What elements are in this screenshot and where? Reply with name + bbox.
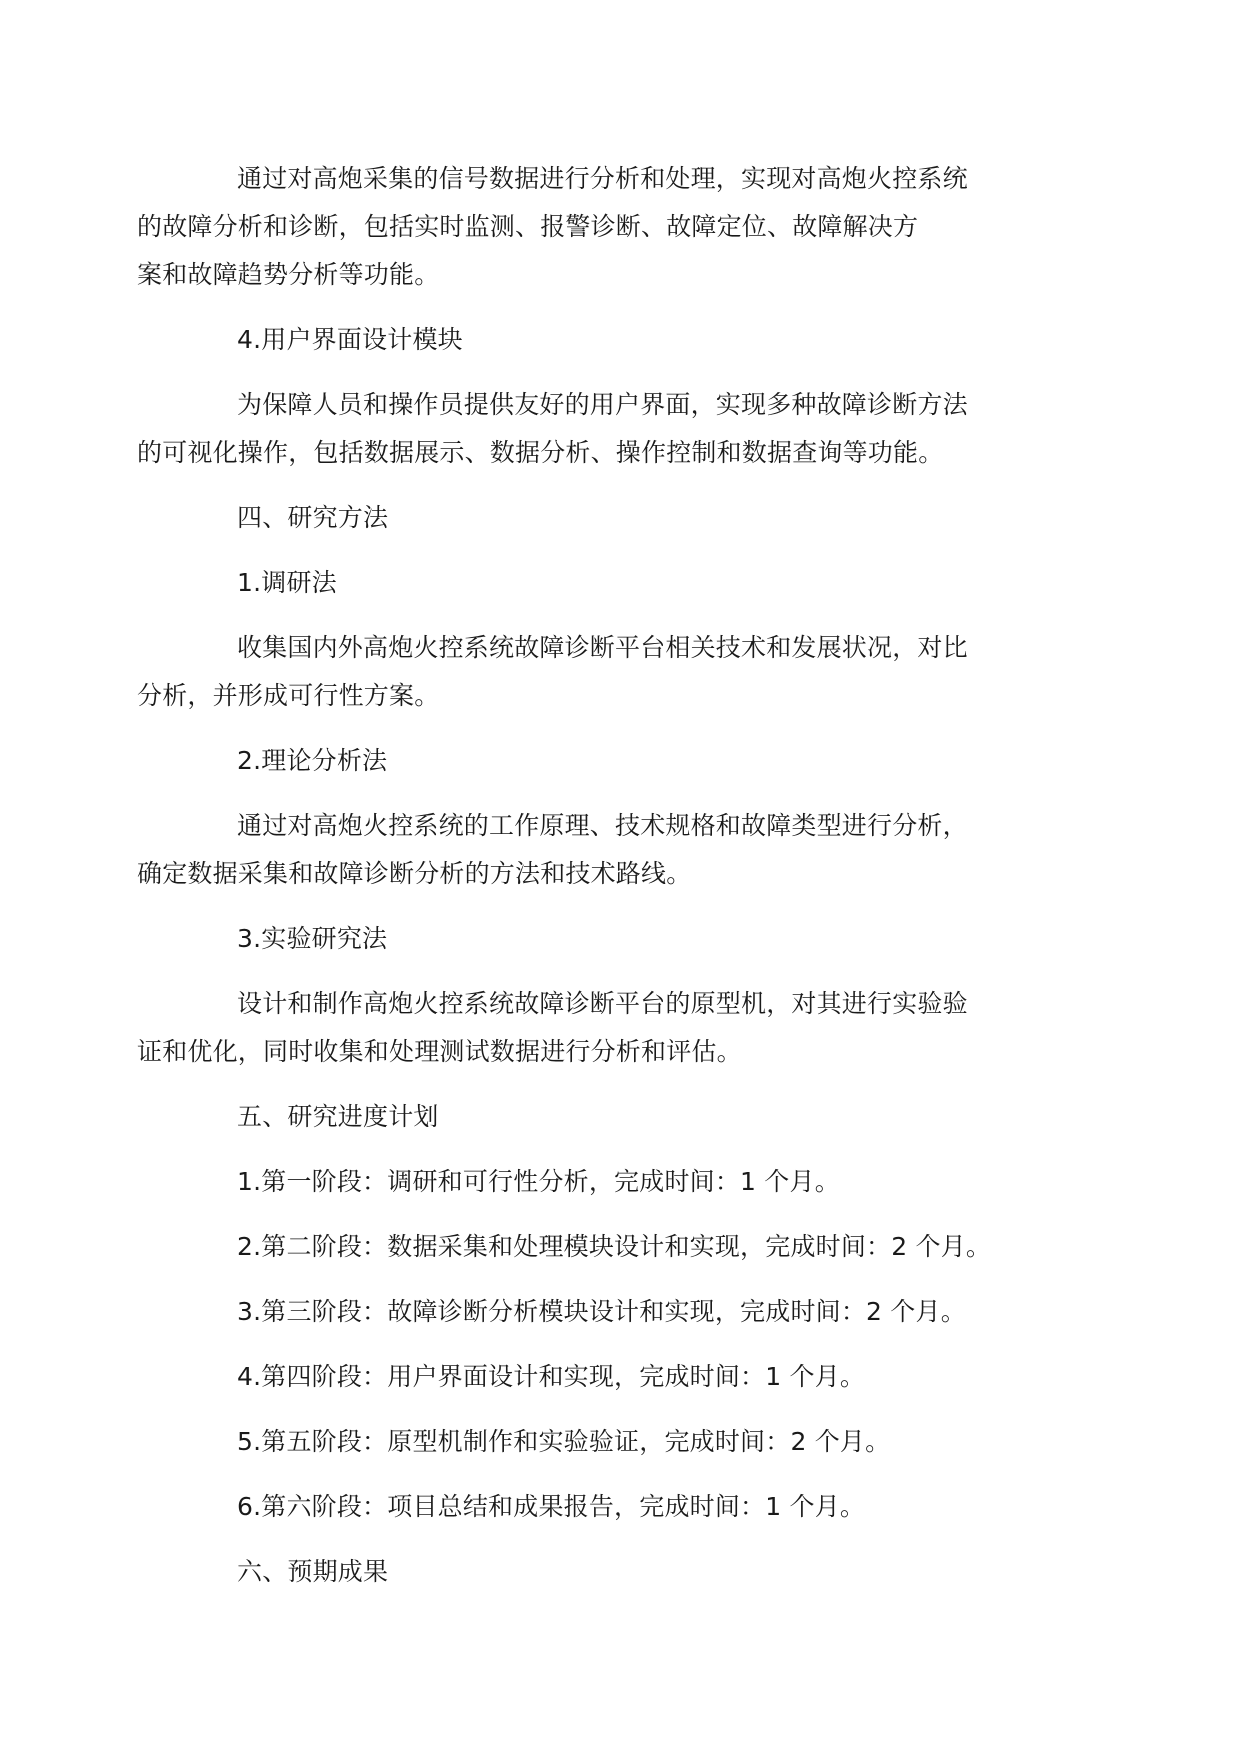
section-heading [187, 559, 1067, 607]
theory-method-paragraph [137, 802, 1067, 898]
text-line: 通过对高炮火控系统的工作原理、技术规格和故障类型进行分析， [237, 811, 968, 840]
document-page [137, 155, 1067, 1613]
text-line: 1.第一阶段：调研和可行性分析，完成时间：1 个月。 [237, 1167, 840, 1196]
fault-analysis-paragraph [137, 155, 1067, 299]
schedule-item [187, 1353, 1067, 1401]
heading-text: 五、研究进度计划 [237, 1102, 439, 1131]
section-heading [187, 1093, 1067, 1141]
section-heading [187, 1548, 1067, 1596]
text-line: 分析，并形成可行性方案。 [137, 681, 440, 710]
heading-text: 3.实验研究法 [237, 924, 388, 953]
text-line: 2.第二阶段：数据采集和处理模块设计和实现，完成时间：2 个月。 [237, 1232, 992, 1261]
text-line: 5.第五阶段：原型机制作和实验验证，完成时间：2 个月。 [237, 1427, 891, 1456]
heading-text: 2.理论分析法 [237, 746, 388, 775]
text-line: 证和优化，同时收集和处理测试数据进行分析和评估。 [137, 1037, 742, 1066]
text-line: 为保障人员和操作员提供友好的用户界面，实现多种故障诊断方法 [237, 390, 968, 419]
text-line: 案和故障趋势分析等功能。 [137, 260, 440, 289]
section-heading [187, 316, 1067, 364]
heading-text: 四、研究方法 [237, 503, 389, 532]
text-line: 确定数据采集和故障诊断分析的方法和技术路线。 [137, 859, 692, 888]
text-line: 6.第六阶段：项目总结和成果报告，完成时间：1 个月。 [237, 1492, 866, 1521]
schedule-item [187, 1418, 1067, 1466]
ui-module-paragraph [137, 381, 1067, 477]
schedule-item [187, 1483, 1067, 1531]
section-heading [187, 737, 1067, 785]
schedule-item [187, 1288, 1067, 1336]
section-heading [187, 494, 1067, 542]
heading-text: 1.调研法 [237, 568, 337, 597]
text-line: 设计和制作高炮火控系统故障诊断平台的原型机，对其进行实验验 [237, 989, 968, 1018]
section-heading [187, 915, 1067, 963]
text-line: 的可视化操作，包括数据展示、数据分析、操作控制和数据查询等功能。 [137, 438, 944, 467]
heading-text: 4.用户界面设计模块 [237, 325, 463, 354]
text-line: 通过对高炮采集的信号数据进行分析和处理，实现对高炮火控系统 [237, 164, 968, 193]
schedule-item [187, 1158, 1067, 1206]
text-line: 的故障分析和诊断，包括实时监测、报警诊断、故障定位、故障解决方 [137, 212, 919, 241]
text-line: 收集国内外高炮火控系统故障诊断平台相关技术和发展状况，对比 [237, 633, 968, 662]
text-line: 4.第四阶段：用户界面设计和实现，完成时间：1 个月。 [237, 1362, 866, 1391]
schedule-item [187, 1223, 1067, 1271]
experiment-method-paragraph [137, 980, 1067, 1076]
heading-text: 六、预期成果 [237, 1557, 389, 1586]
survey-method-paragraph [137, 624, 1067, 720]
text-line: 3.第三阶段：故障诊断分析模块设计和实现，完成时间：2 个月。 [237, 1297, 966, 1326]
